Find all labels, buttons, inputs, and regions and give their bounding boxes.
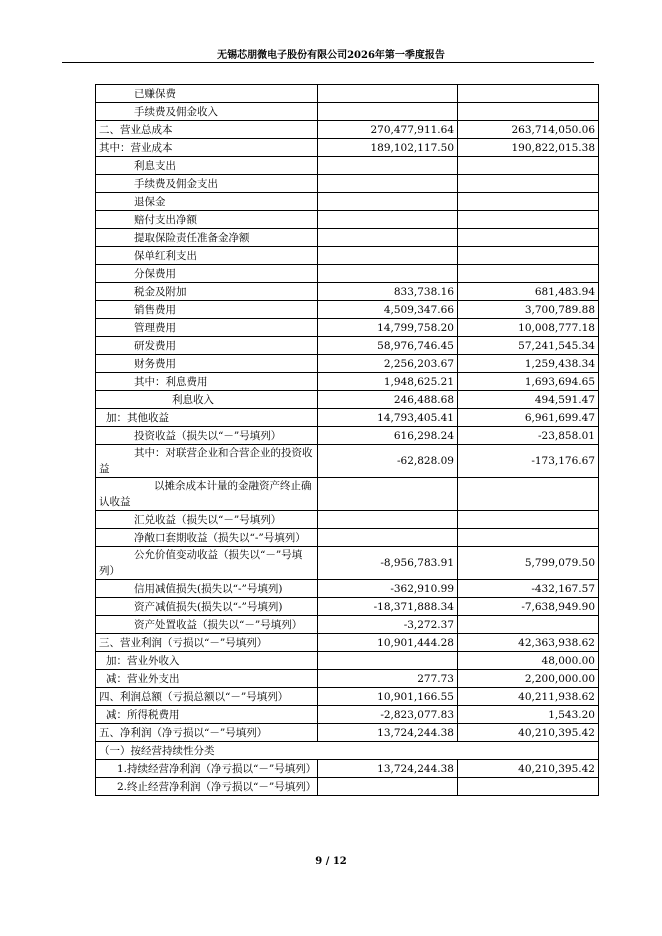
prior-period-value: 5,799,079.50 <box>458 547 599 580</box>
row-label: 净敞口套期收益（损失以“-”号填列） <box>96 529 318 547</box>
current-period-value: 270,477,911.64 <box>318 121 458 139</box>
table-row <box>96 616 599 634</box>
table-row <box>96 139 599 157</box>
current-period-value: 58,976,746.45 <box>318 337 458 355</box>
table-row <box>96 193 599 211</box>
report-header-title: 无锡芯朋微电子股份有限公司2026年第一季度报告 <box>217 50 445 61</box>
current-period-value <box>318 193 458 211</box>
prior-period-value: -23,858.01 <box>458 427 599 445</box>
current-period-value <box>318 511 458 529</box>
prior-period-value: 681,483.94 <box>458 283 599 301</box>
prior-period-value <box>458 229 599 247</box>
table-row <box>96 337 599 355</box>
row-label: 信用减值损失(损失以“-”号填列) <box>96 580 318 598</box>
current-period-value <box>318 85 458 103</box>
prior-period-value <box>458 511 599 529</box>
table-row <box>96 301 599 319</box>
current-period-value: -62,828.09 <box>318 445 458 478</box>
table-row <box>96 409 599 427</box>
row-label: 其中：利息费用 <box>96 373 318 391</box>
table-row <box>96 391 599 409</box>
table-row <box>96 478 599 511</box>
prior-period-value: 2,200,000.00 <box>458 670 599 688</box>
prior-period-value <box>458 529 599 547</box>
section-heading: （一）按经营持续性分类 <box>96 742 599 760</box>
current-period-value: 13,724,244.38 <box>318 760 458 778</box>
table-row <box>96 85 599 103</box>
row-label: 税金及附加 <box>96 283 318 301</box>
row-label: 管理费用 <box>96 319 318 337</box>
table-row <box>96 688 599 706</box>
table-row <box>96 445 599 478</box>
table-row <box>96 580 599 598</box>
prior-period-value: -173,176.67 <box>458 445 599 478</box>
prior-period-value: 10,008,777.18 <box>458 319 599 337</box>
current-period-value: 10,901,444.28 <box>318 634 458 652</box>
prior-period-value: 40,210,395.42 <box>458 724 599 742</box>
table-row <box>96 670 599 688</box>
row-label: 分保费用 <box>96 265 318 283</box>
row-label: 销售费用 <box>96 301 318 319</box>
table-row <box>96 652 599 670</box>
table-row <box>96 211 599 229</box>
prior-period-value: 494,591.47 <box>458 391 599 409</box>
current-period-value: 10,901,166.55 <box>318 688 458 706</box>
row-label: 手续费及佣金收入 <box>96 103 318 121</box>
prior-period-value <box>458 778 599 796</box>
prior-period-value <box>458 478 599 511</box>
prior-period-value: 263,714,050.06 <box>458 121 599 139</box>
prior-period-value <box>458 616 599 634</box>
header-divider <box>62 62 594 63</box>
current-period-value: 4,509,347.66 <box>318 301 458 319</box>
table-row <box>96 511 599 529</box>
row-label: 汇兑收益（损失以“－”号填列） <box>96 511 318 529</box>
current-period-value <box>318 157 458 175</box>
table-row <box>96 355 599 373</box>
current-period-value: 616,298.24 <box>318 427 458 445</box>
prior-period-value <box>458 193 599 211</box>
current-period-value: 189,102,117.50 <box>318 139 458 157</box>
current-period-value: 246,488.68 <box>318 391 458 409</box>
table-row <box>96 229 599 247</box>
row-label: 加：其他收益 <box>96 409 318 427</box>
row-label: 加：营业外收入 <box>96 652 318 670</box>
table-row <box>96 373 599 391</box>
prior-period-value: 48,000.00 <box>458 652 599 670</box>
row-label: 五、净利润（净亏损以“－”号填列） <box>96 724 318 742</box>
current-period-value <box>318 103 458 121</box>
current-period-value <box>318 175 458 193</box>
row-label: 赔付支出净额 <box>96 211 318 229</box>
row-label: 四、利润总额（亏损总额以“－”号填列） <box>96 688 318 706</box>
table-row <box>96 742 599 760</box>
prior-period-value <box>458 175 599 193</box>
table-row <box>96 706 599 724</box>
row-label: 其中：对联营企业和合营企业的投资收益 <box>96 445 318 478</box>
row-label: 减：营业外支出 <box>96 670 318 688</box>
current-period-value: 14,793,405.41 <box>318 409 458 427</box>
prior-period-value <box>458 157 599 175</box>
prior-period-value: 190,822,015.38 <box>458 139 599 157</box>
row-label: 公允价值变动收益（损失以“－”号填列） <box>96 547 318 580</box>
row-label: 提取保险责任准备金净额 <box>96 229 318 247</box>
current-period-value: -18,371,888.34 <box>318 598 458 616</box>
table-row <box>96 724 599 742</box>
prior-period-value: 40,210,395.42 <box>458 760 599 778</box>
prior-period-value: 42,363,938.62 <box>458 634 599 652</box>
row-label: 资产处置收益（损失以“－”号填列） <box>96 616 318 634</box>
prior-period-value: 6,961,699.47 <box>458 409 599 427</box>
table-row <box>96 121 599 139</box>
table-row <box>96 175 599 193</box>
current-period-value <box>318 652 458 670</box>
row-label: 研发费用 <box>96 337 318 355</box>
table-row <box>96 778 599 796</box>
current-period-value: -362,910.99 <box>318 580 458 598</box>
prior-period-value <box>458 265 599 283</box>
row-label: 已赚保费 <box>96 85 318 103</box>
current-period-value <box>318 229 458 247</box>
current-period-value: 1,948,625.21 <box>318 373 458 391</box>
current-period-value <box>318 265 458 283</box>
row-label: 2.终止经营净利润（净亏损以“－”号填列） <box>96 778 318 796</box>
row-label: 1.持续经营净利润（净亏损以“－”号填列） <box>96 760 318 778</box>
current-period-value <box>318 211 458 229</box>
table-row <box>96 634 599 652</box>
current-period-value: 2,256,203.67 <box>318 355 458 373</box>
row-label: 资产减值损失(损失以“-”号填列) <box>96 598 318 616</box>
prior-period-value: 57,241,545.34 <box>458 337 599 355</box>
table-row <box>96 760 599 778</box>
income-statement-table <box>95 84 599 796</box>
table-row <box>96 427 599 445</box>
table-row <box>96 247 599 265</box>
current-period-value <box>318 247 458 265</box>
current-period-value: 13,724,244.38 <box>318 724 458 742</box>
prior-period-value: -432,167.57 <box>458 580 599 598</box>
row-label: 其中：营业成本 <box>96 139 318 157</box>
current-period-value <box>318 778 458 796</box>
current-period-value: -2,823,077.83 <box>318 706 458 724</box>
current-period-value: -8,956,783.91 <box>318 547 458 580</box>
table-row <box>96 598 599 616</box>
prior-period-value: -7,638,949.90 <box>458 598 599 616</box>
row-label: 财务费用 <box>96 355 318 373</box>
table-row <box>96 157 599 175</box>
current-period-value: -3,272.37 <box>318 616 458 634</box>
table-row <box>96 283 599 301</box>
prior-period-value: 3,700,789.88 <box>458 301 599 319</box>
prior-period-value: 40,211,938.62 <box>458 688 599 706</box>
prior-period-value: 1,693,694.65 <box>458 373 599 391</box>
row-label: 减：所得税费用 <box>96 706 318 724</box>
prior-period-value <box>458 103 599 121</box>
table-row <box>96 103 599 121</box>
row-label: 手续费及佣金支出 <box>96 175 318 193</box>
current-period-value: 833,738.16 <box>318 283 458 301</box>
row-label: 投资收益（损失以“－”号填列） <box>96 427 318 445</box>
table-row <box>96 265 599 283</box>
current-period-value: 14,799,758.20 <box>318 319 458 337</box>
prior-period-value: 1,259,438.34 <box>458 355 599 373</box>
row-label: 退保金 <box>96 193 318 211</box>
row-label: 二、营业总成本 <box>96 121 318 139</box>
table-row <box>96 319 599 337</box>
page-number: 9 / 12 <box>315 856 347 867</box>
table-row <box>96 547 599 580</box>
row-label: 以摊余成本计量的金融资产终止确认收益 <box>96 478 318 511</box>
table-row <box>96 529 599 547</box>
current-period-value: 277.73 <box>318 670 458 688</box>
prior-period-value <box>458 211 599 229</box>
current-period-value <box>318 529 458 547</box>
prior-period-value <box>458 85 599 103</box>
row-label: 三、营业利润（亏损以“－”号填列） <box>96 634 318 652</box>
prior-period-value: 1,543.20 <box>458 706 599 724</box>
prior-period-value <box>458 247 599 265</box>
row-label: 利息支出 <box>96 157 318 175</box>
row-label: 保单红利支出 <box>96 247 318 265</box>
row-label: 利息收入 <box>96 391 318 409</box>
current-period-value <box>318 478 458 511</box>
